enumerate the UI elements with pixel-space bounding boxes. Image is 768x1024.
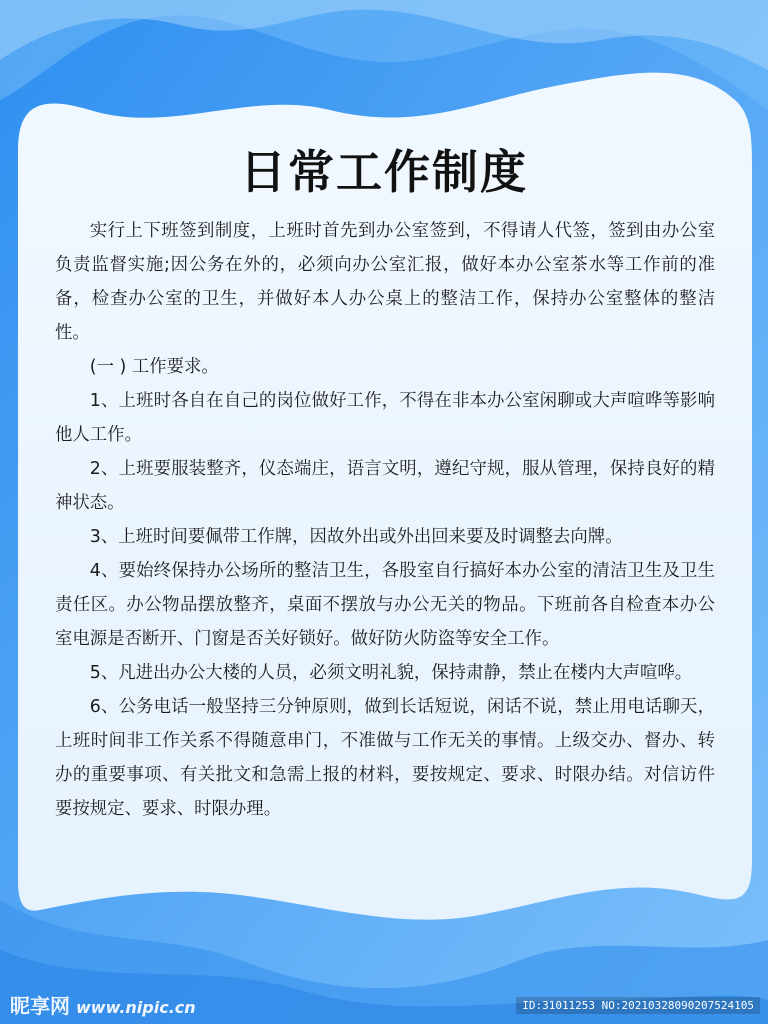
rule-item-4: 4、要始终保持办公场所的整洁卫生，各股室自行搞好本办公室的清洁卫生及卫生责任区。办公物品摆放整齐，桌面不摆放与办公无关的物品。下班前各自检查本办公室电源是否断开、门窗是否关好锁好。做好防火防盗等安全工作。: [55, 561, 715, 649]
watermark-url: www.nipic.cn: [76, 998, 196, 1017]
rule-item-6: 6、公务电话一般坚持三分钟原则，做到长话短说，闲话不说，禁止用电话聊天，上班时间非工作关系不得随意串门，不准做与工作无关的事情。上级交办、督办、转办的重要事项、有关批文和急需上报的材料，要按规定、要求、时限办结。对信访件要按规定、要求、时限办理。: [55, 697, 715, 819]
rule-item-2: 2、上班要服装整齐，仪态端庄，语言文明，遵纪守规，服从管理，保持良好的精神状态。: [55, 459, 715, 513]
paragraph-intro: 实行上下班签到制度，上班时首先到办公室签到，不得请人代签，签到由办公室负责监督实施;因公务在外的，必须向办公室汇报，做好本办公室茶水等工作前的准备，检查办公室的卫生，并做好本人办公桌上的整洁工作，保持办公室整体的整洁性。: [55, 221, 715, 343]
page-title: 日常工作制度: [240, 145, 528, 199]
rule-item-1: 1、上班时各自在自己的岗位做好工作，不得在非本办公室闲聊或大声喧哗等影响他人工作。: [55, 391, 715, 445]
rule-item-5: 5、凡进出办公大楼的人员，必须文明礼貌，保持肃静，禁止在楼内大声喧哗。: [89, 663, 693, 683]
rule-item-3: 3、上班时间要佩带工作牌，因故外出或外出回来要及时调整去向牌。: [89, 527, 623, 547]
watermark-id: ID:31011253 NO:20210328090207524105: [516, 997, 760, 1014]
document-body: [55, 214, 715, 826]
watermark-logo: [10, 990, 196, 1019]
watermark-logo-text: 昵享网: [10, 994, 70, 1018]
section-heading: (一 ) 工作要求。: [89, 357, 219, 377]
